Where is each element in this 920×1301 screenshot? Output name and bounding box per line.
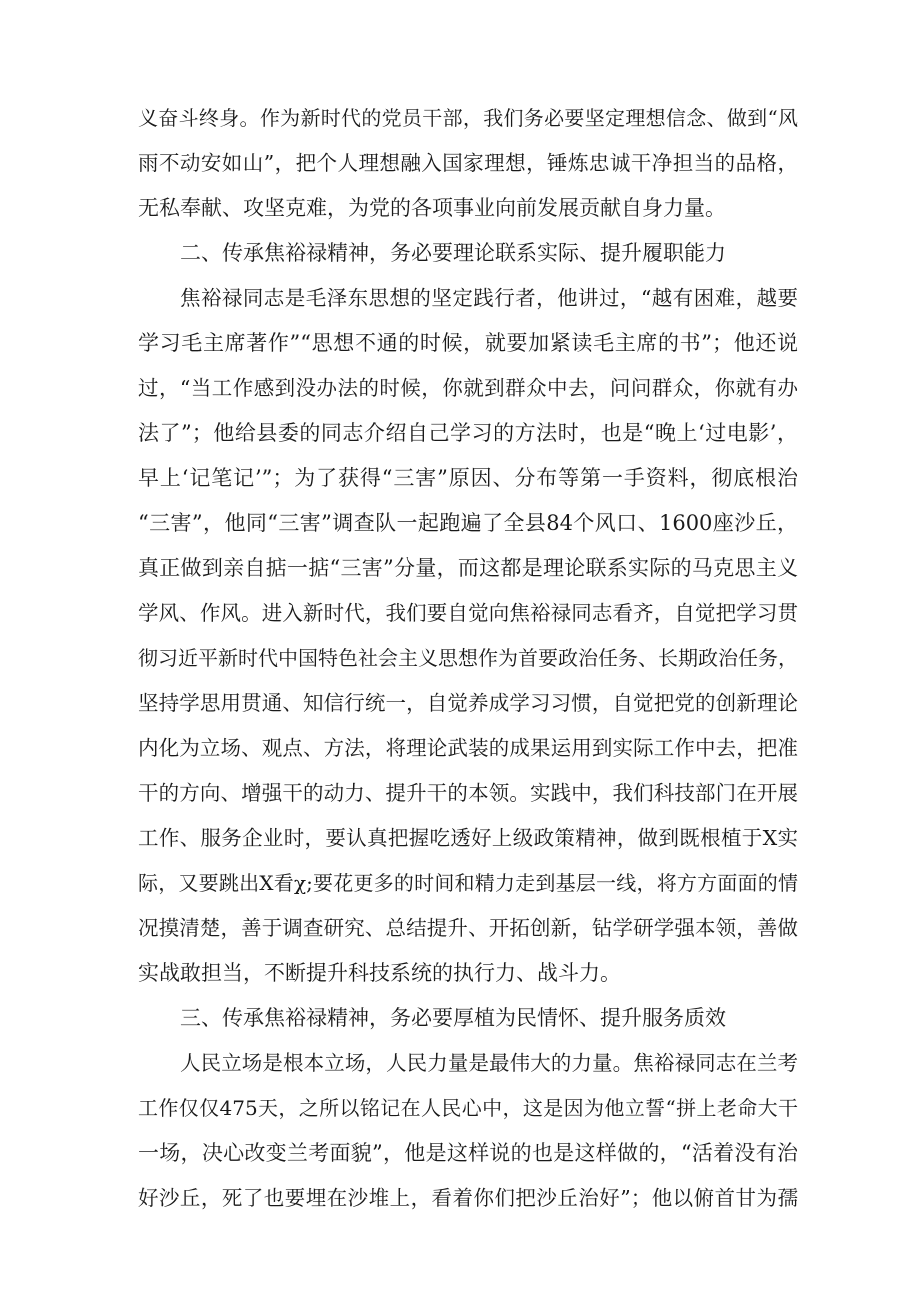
text-line: 况摸清楚，善于调查研究、总结提升、开拓创新，钻学研学强本领，善做	[138, 916, 798, 940]
text-line: 际，又要跳出X看χ;要花更多的时间和精力走到基层一线，将方方面面的情	[138, 871, 798, 895]
text-line: 一场，决心改变兰考面貌”，他是这样说的也是这样做的，“活着没有治	[138, 1141, 798, 1165]
text-line: 好沙丘，死了也要埋在沙堆上，看着你们把沙丘治好”；他以俯首甘为孺	[138, 1186, 798, 1210]
section-heading-2: 二、传承焦裕禄精神，务必要理论联系实际、提升履职能力	[180, 241, 726, 265]
text-line: 工作、服务企业时，要认真把握吃透好上级政策精神，做到既根植于X实	[138, 826, 798, 850]
text-line: 内化为立场、观点、方法，将理论武装的成果运用到实际工作中去，把准	[138, 736, 798, 760]
text-line: 工作仅仅475天，之所以铭记在人民心中，这是因为他立誓“拼上老命大干	[138, 1096, 798, 1120]
text-line: 坚持学思用贯通、知信行统一，自觉养成学习习惯，自觉把党的创新理论	[138, 691, 798, 715]
text-line: 学风、作风。进入新时代，我们要自觉向焦裕禄同志看齐，自觉把学习贯	[138, 601, 798, 625]
text-line: 人民立场是根本立场，人民力量是最伟大的力量。焦裕禄同志在兰考	[180, 1051, 798, 1075]
text-line: 彻习近平新时代中国特色社会主义思想作为首要政治任务、长期政治任务，	[138, 646, 798, 670]
text-line: 过，“当工作感到没办法的时候，你就到群众中去，问问群众，你就有办	[138, 376, 798, 400]
text-line: 真正做到亲自掂一掂“三害”分量，而这都是理论联系实际的马克思主义	[138, 556, 798, 580]
text-line: “三害”，他同“三害”调查队一起跑遍了全县84个风口、1600座沙丘，	[138, 511, 798, 535]
text-line: 学习毛主席著作”“思想不通的时候，就要加紧读毛主席的书”；他还说	[138, 331, 798, 355]
text-line: 雨不动安如山”，把个人理想融入国家理想，锤炼忠诚干净担当的品格，	[138, 151, 798, 175]
text-line: 义奋斗终身。作为新时代的党员干部，我们务必要坚定理想信念、做到“风	[138, 106, 798, 130]
section-heading-3: 三、传承焦裕禄精神，务必要厚植为民情怀、提升服务质效	[180, 1006, 726, 1030]
text-line: 实战敢担当，不断提升科技系统的执行力、战斗力。	[138, 961, 621, 985]
text-line: 无私奉献、攻坚克难，为党的各项事业向前发展贡献自身力量。	[138, 196, 726, 220]
text-line: 早上‘记笔记’”；为了获得“三害”原因、分布等第一手资料，彻底根治	[138, 466, 798, 490]
text-line: 干的方向、增强干的动力、提升干的本领。实践中，我们科技部门在开展	[138, 781, 798, 805]
text-line: 法了”；他给县委的同志介绍自己学习的方法时，也是“晚上‘过电影’，	[138, 421, 798, 445]
text-line: 焦裕禄同志是毛泽东思想的坚定践行者，他讲过，“越有困难，越要	[180, 286, 798, 310]
